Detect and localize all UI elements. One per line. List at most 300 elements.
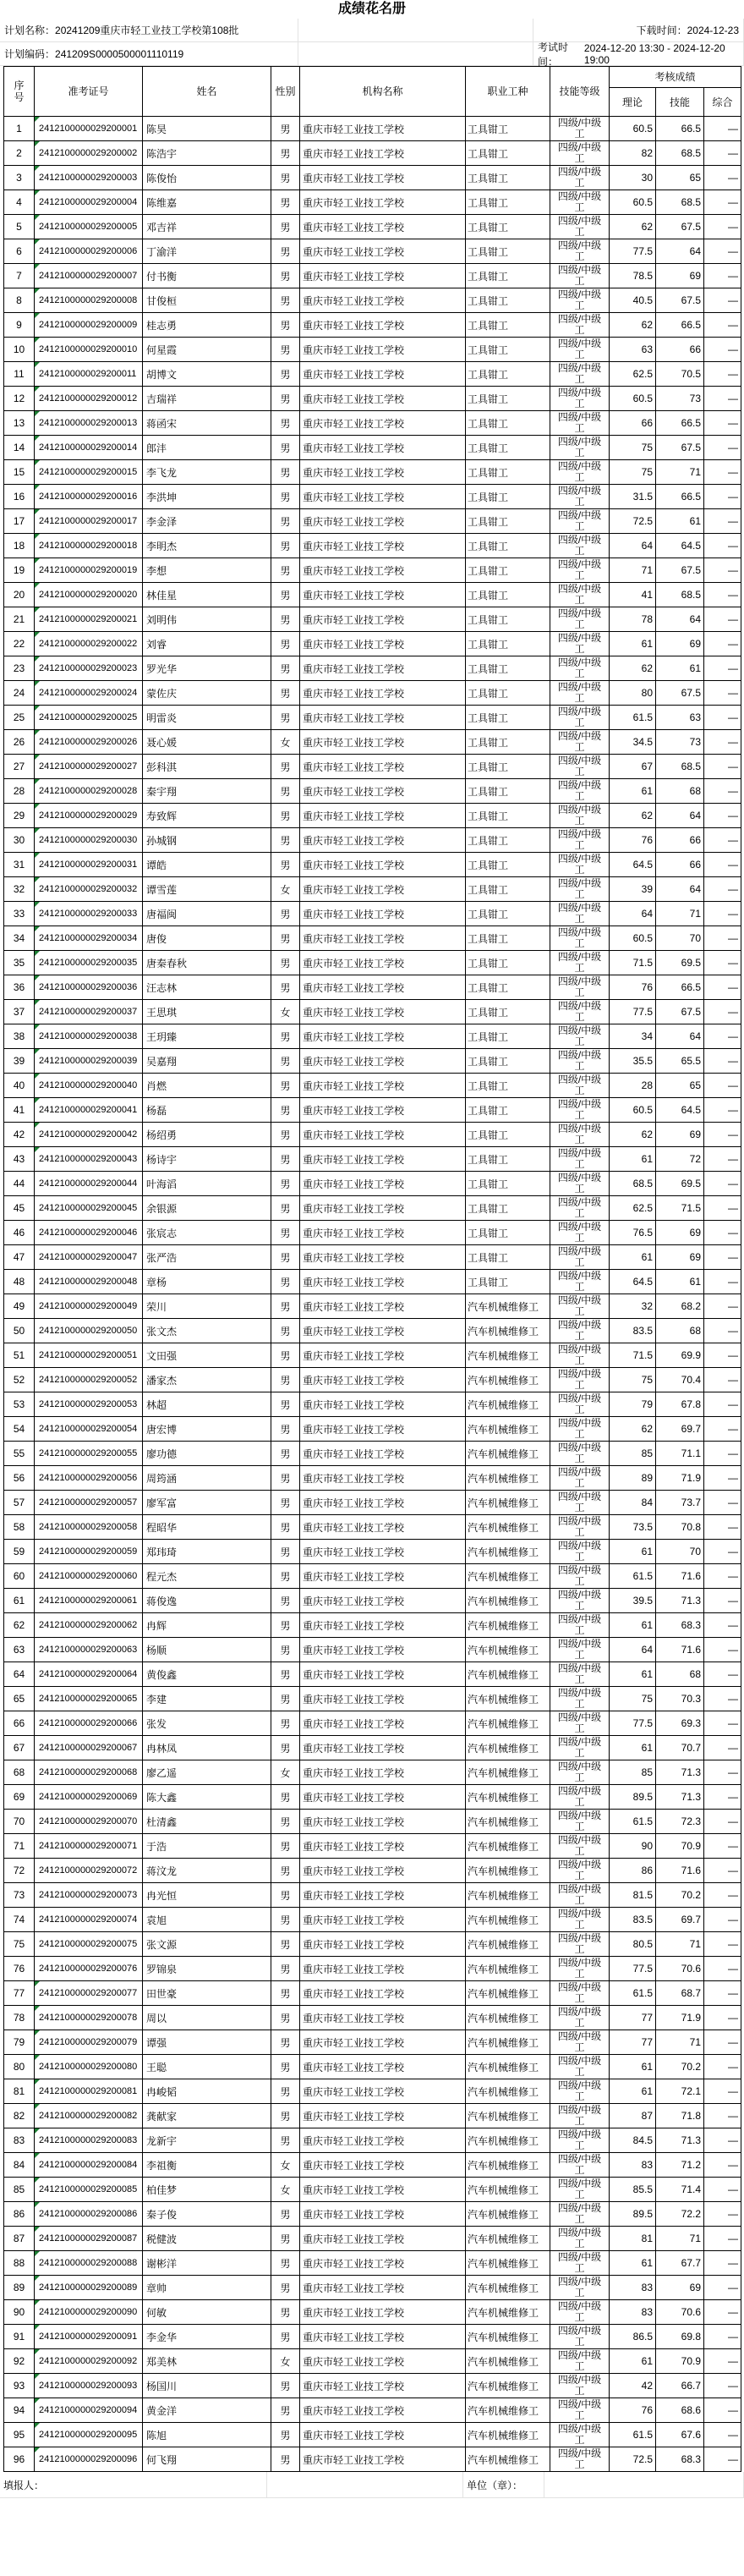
cell-gender: 女 (271, 1760, 300, 1785)
cell-exam-id: 2412100000029200057 (35, 1491, 143, 1515)
cell-skill-score: 68.3 (656, 1613, 704, 1638)
cell-name: 郎沣 (143, 436, 271, 460)
cell-exam-id: 2412100000029200062 (35, 1613, 143, 1638)
cell-name: 唐秦春秋 (143, 951, 271, 975)
cell-composite-score: — (704, 1834, 741, 1859)
cell-skill-score: 65 (656, 166, 704, 190)
cell-composite-score: — (704, 2104, 741, 2128)
cell-org: 重庆市轻工业技工学校 (300, 1442, 466, 1466)
header-exam-id: 准考证号 (35, 67, 143, 117)
table-row (4, 1466, 741, 1491)
cell-occupation: 汽车机械维修工 (466, 1589, 550, 1613)
cell-theory-score: 60.5 (610, 1098, 656, 1123)
table-row (4, 2276, 741, 2300)
cell-index: 78 (4, 2006, 35, 2030)
cell-name: 郑玮琦 (143, 1540, 271, 1564)
cell-composite-score: — (704, 779, 741, 804)
cell-index: 3 (4, 166, 35, 190)
cell-level: 四级/中级工 (550, 853, 610, 877)
cell-theory-score: 62 (610, 804, 656, 828)
cell-composite-score: — (704, 2447, 741, 2472)
cell-gender: 男 (271, 1785, 300, 1810)
table-row (4, 2325, 741, 2349)
cell-exam-id: 2412100000029200045 (35, 1196, 143, 1221)
cell-level: 四级/中级工 (550, 1908, 610, 1932)
cell-index: 73 (4, 1883, 35, 1908)
cell-level: 四级/中级工 (550, 117, 610, 141)
cell-index: 81 (4, 2079, 35, 2104)
cell-occupation: 工具钳工 (466, 1000, 550, 1024)
table-row (4, 2227, 741, 2251)
cell-skill-score: 66 (656, 853, 704, 877)
cell-exam-id: 2412100000029200028 (35, 779, 143, 804)
cell-index: 25 (4, 706, 35, 730)
cell-exam-id: 2412100000029200094 (35, 2398, 143, 2423)
cell-org: 重庆市轻工业技工学校 (300, 1196, 466, 1221)
cell-theory-score: 40.5 (610, 288, 656, 313)
table-row (4, 117, 741, 141)
cell-org: 重庆市轻工业技工学校 (300, 1049, 466, 1074)
cell-gender: 男 (271, 1368, 300, 1392)
cell-composite-score: — (704, 1785, 741, 1810)
cell-level: 四级/中级工 (550, 2349, 610, 2374)
cell-composite-score: — (704, 1466, 741, 1491)
cell-index: 39 (4, 1049, 35, 1074)
cell-level: 四级/中级工 (550, 2079, 610, 2104)
cell-exam-id: 2412100000029200073 (35, 1883, 143, 1908)
table-row (4, 2153, 741, 2178)
cell-occupation: 汽车机械维修工 (466, 1834, 550, 1859)
cell-level: 四级/中级工 (550, 1613, 610, 1638)
cell-level: 四级/中级工 (550, 1319, 610, 1343)
table-row (4, 951, 741, 975)
cell-theory-score: 60.5 (610, 926, 656, 951)
cell-composite-score: — (704, 1098, 741, 1123)
cell-occupation: 工具钳工 (466, 558, 550, 583)
cell-name: 林超 (143, 1392, 271, 1417)
cell-composite-score: — (704, 239, 741, 264)
cell-occupation: 工具钳工 (466, 166, 550, 190)
cell-name: 廖乙遥 (143, 1760, 271, 1785)
cell-occupation: 汽车机械维修工 (466, 2374, 550, 2398)
cell-name: 唐俊 (143, 926, 271, 951)
table-row (4, 1123, 741, 1147)
cell-occupation: 汽车机械维修工 (466, 1540, 550, 1564)
cell-level: 四级/中级工 (550, 2398, 610, 2423)
cell-theory-score: 61 (610, 2055, 656, 2079)
cell-occupation: 汽车机械维修工 (466, 2079, 550, 2104)
table-row (4, 853, 741, 877)
cell-org: 重庆市轻工业技工学校 (300, 1932, 466, 1957)
cell-level: 四级/中级工 (550, 975, 610, 1000)
cell-theory-score: 60.5 (610, 117, 656, 141)
cell-skill-score: 67.5 (656, 288, 704, 313)
cell-org: 重庆市轻工业技工学校 (300, 534, 466, 558)
cell-composite-score: — (704, 2227, 741, 2251)
table-row (4, 2104, 741, 2128)
cell-org: 重庆市轻工业技工学校 (300, 1662, 466, 1687)
cell-level: 四级/中级工 (550, 2374, 610, 2398)
cell-exam-id: 2412100000029200037 (35, 1000, 143, 1024)
cell-theory-score: 84 (610, 1491, 656, 1515)
cell-exam-id: 2412100000029200071 (35, 1834, 143, 1859)
table-row (4, 1270, 741, 1294)
cell-org: 重庆市轻工业技工学校 (300, 1123, 466, 1147)
cell-level: 四级/中级工 (550, 485, 610, 509)
cell-occupation: 汽车机械维修工 (466, 1564, 550, 1589)
cell-skill-score: 71.9 (656, 2006, 704, 2030)
cell-gender: 男 (271, 1515, 300, 1540)
plan-name-label: 计划名称： (4, 25, 56, 36)
cell-index: 66 (4, 1711, 35, 1736)
cell-level: 四级/中级工 (550, 411, 610, 436)
cell-occupation: 汽车机械维修工 (466, 2276, 550, 2300)
table-row (4, 607, 741, 632)
cell-gender: 男 (271, 2300, 300, 2325)
cell-name: 袁旭 (143, 1908, 271, 1932)
cell-level: 四级/中级工 (550, 730, 610, 755)
cell-exam-id: 2412100000029200084 (35, 2153, 143, 2178)
roster-table (3, 66, 741, 2472)
cell-gender: 男 (271, 2079, 300, 2104)
cell-org: 重庆市轻工业技工学校 (300, 460, 466, 485)
cell-name: 李飞龙 (143, 460, 271, 485)
cell-org: 重庆市轻工业技工学校 (300, 1736, 466, 1760)
cell-occupation: 工具钳工 (466, 313, 550, 338)
cell-occupation: 汽车机械维修工 (466, 2227, 550, 2251)
cell-theory-score: 73.5 (610, 1515, 656, 1540)
cell-name: 潘家杰 (143, 1368, 271, 1392)
cell-theory-score: 68.5 (610, 1172, 656, 1196)
cell-skill-score: 66 (656, 338, 704, 362)
cell-gender: 男 (271, 460, 300, 485)
cell-theory-score: 61.5 (610, 706, 656, 730)
roster-body (4, 117, 741, 2472)
cell-theory-score: 61 (610, 632, 656, 656)
cell-occupation: 汽车机械维修工 (466, 1515, 550, 1540)
cell-occupation: 工具钳工 (466, 1245, 550, 1270)
table-row (4, 2079, 741, 2104)
cell-gender: 男 (271, 1589, 300, 1613)
filler-label: 填报人： (3, 2479, 45, 2491)
cell-name: 何星霞 (143, 338, 271, 362)
cell-index: 86 (4, 2202, 35, 2227)
cell-occupation: 工具钳工 (466, 1147, 550, 1172)
cell-org: 重庆市轻工业技工学校 (300, 2227, 466, 2251)
cell-theory-score: 72.5 (610, 2447, 656, 2472)
table-row (4, 190, 741, 215)
table-row (4, 166, 741, 190)
plan-name-value: 20241209重庆市轻工业技工学校第108批 (55, 25, 239, 36)
header-org: 机构名称 (300, 67, 466, 117)
cell-theory-score: 83.5 (610, 1908, 656, 1932)
cell-index: 30 (4, 828, 35, 853)
cell-exam-id: 2412100000029200082 (35, 2104, 143, 2128)
cell-exam-id: 2412100000029200067 (35, 1736, 143, 1760)
cell-occupation: 工具钳工 (466, 755, 550, 779)
cell-exam-id: 2412100000029200096 (35, 2447, 143, 2472)
cell-level: 四级/中级工 (550, 1098, 610, 1123)
cell-name: 杨绍勇 (143, 1123, 271, 1147)
cell-level: 四级/中级工 (550, 166, 610, 190)
cell-index: 46 (4, 1221, 35, 1245)
cell-skill-score: 65.5 (656, 1049, 704, 1074)
cell-gender: 男 (271, 1613, 300, 1638)
cell-org: 重庆市轻工业技工学校 (300, 1785, 466, 1810)
cell-composite-score: — (704, 190, 741, 215)
cell-gender: 男 (271, 1736, 300, 1760)
table-row (4, 1638, 741, 1662)
cell-org: 重庆市轻工业技工学校 (300, 1711, 466, 1736)
cell-exam-id: 2412100000029200061 (35, 1589, 143, 1613)
cell-gender: 男 (271, 1957, 300, 1981)
cell-level: 四级/中级工 (550, 2325, 610, 2349)
cell-gender: 男 (271, 1123, 300, 1147)
cell-org: 重庆市轻工业技工学校 (300, 313, 466, 338)
cell-name: 谭皓 (143, 853, 271, 877)
cell-occupation: 汽车机械维修工 (466, 2251, 550, 2276)
cell-skill-score: 67.7 (656, 2251, 704, 2276)
cell-name: 陈俊怡 (143, 166, 271, 190)
table-row (4, 1417, 741, 1442)
table-row (4, 1564, 741, 1589)
cell-name: 蒙佐庆 (143, 681, 271, 706)
cell-skill-score: 70.6 (656, 2300, 704, 2325)
table-row (4, 1736, 741, 1760)
cell-skill-score: 72.1 (656, 2079, 704, 2104)
cell-gender: 男 (271, 607, 300, 632)
cell-skill-score: 71.6 (656, 1564, 704, 1589)
table-row (4, 1810, 741, 1834)
cell-theory-score: 62.5 (610, 362, 656, 387)
cell-composite-score: — (704, 1442, 741, 1466)
cell-gender: 男 (271, 779, 300, 804)
cell-org: 重庆市轻工业技工学校 (300, 2349, 466, 2374)
header-level: 技能等级 (550, 67, 610, 117)
cell-theory-score: 64 (610, 902, 656, 926)
cell-level: 四级/中级工 (550, 1711, 610, 1736)
cell-exam-id: 2412100000029200068 (35, 1760, 143, 1785)
cell-level: 四级/中级工 (550, 558, 610, 583)
cell-name: 张文杰 (143, 1319, 271, 1343)
cell-name: 罗锦泉 (143, 1957, 271, 1981)
cell-org: 重庆市轻工业技工学校 (300, 2398, 466, 2423)
cell-exam-id: 2412100000029200092 (35, 2349, 143, 2374)
cell-level: 四级/中级工 (550, 190, 610, 215)
table-row (4, 2398, 741, 2423)
cell-skill-score: 71.9 (656, 1466, 704, 1491)
cell-index: 61 (4, 1589, 35, 1613)
cell-skill-score: 69.5 (656, 951, 704, 975)
cell-theory-score: 61.5 (610, 1981, 656, 2006)
download-time-value: 2024-12-23 (687, 24, 739, 36)
cell-composite-score: — (704, 534, 741, 558)
cell-occupation: 工具钳工 (466, 190, 550, 215)
cell-exam-id: 2412100000029200024 (35, 681, 143, 706)
cell-skill-score: 71.3 (656, 1760, 704, 1785)
cell-exam-id: 2412100000029200033 (35, 902, 143, 926)
cell-exam-id: 2412100000029200072 (35, 1859, 143, 1883)
cell-gender: 男 (271, 1711, 300, 1736)
cell-composite-score: — (704, 338, 741, 362)
table-row (4, 1932, 741, 1957)
header-name: 姓名 (143, 67, 271, 117)
cell-theory-score: 89.5 (610, 2202, 656, 2227)
cell-org: 重庆市轻工业技工学校 (300, 2104, 466, 2128)
cell-org: 重庆市轻工业技工学校 (300, 1760, 466, 1785)
cell-index: 71 (4, 1834, 35, 1859)
cell-name: 冉光恒 (143, 1883, 271, 1908)
cell-occupation: 工具钳工 (466, 1074, 550, 1098)
cell-gender: 男 (271, 1417, 300, 1442)
cell-gender: 男 (271, 1196, 300, 1221)
cell-composite-score: — (704, 951, 741, 975)
cell-occupation: 工具钳工 (466, 632, 550, 656)
cell-theory-score: 83 (610, 2300, 656, 2325)
cell-exam-id: 2412100000029200048 (35, 1270, 143, 1294)
cell-skill-score: 68.5 (656, 583, 704, 607)
cell-occupation: 汽车机械维修工 (466, 2447, 550, 2472)
cell-index: 36 (4, 975, 35, 1000)
table-row (4, 804, 741, 828)
cell-exam-id: 2412100000029200023 (35, 656, 143, 681)
cell-composite-score: — (704, 1245, 741, 1270)
cell-composite-score: — (704, 1270, 741, 1294)
cell-org: 重庆市轻工业技工学校 (300, 190, 466, 215)
cell-name: 罗光华 (143, 656, 271, 681)
cell-theory-score: 62.5 (610, 1196, 656, 1221)
cell-org: 重庆市轻工业技工学校 (300, 1515, 466, 1540)
cell-occupation: 工具钳工 (466, 828, 550, 853)
cell-name: 孙城钢 (143, 828, 271, 853)
cell-occupation: 工具钳工 (466, 264, 550, 288)
cell-occupation: 汽车机械维修工 (466, 1932, 550, 1957)
cell-name: 杨顺 (143, 1638, 271, 1662)
cell-composite-score: — (704, 828, 741, 853)
cell-composite-score: — (704, 2251, 741, 2276)
cell-name: 杨国川 (143, 2374, 271, 2398)
plan-name-row (0, 19, 744, 42)
cell-name: 冉峻韬 (143, 2079, 271, 2104)
cell-index: 48 (4, 1270, 35, 1294)
cell-level: 四级/中级工 (550, 1221, 610, 1245)
table-row (4, 779, 741, 804)
spacer-cell (298, 19, 533, 41)
cell-exam-id: 2412100000029200039 (35, 1049, 143, 1074)
cell-level: 四级/中级工 (550, 2423, 610, 2447)
table-row (4, 730, 741, 755)
cell-theory-score: 80.5 (610, 1932, 656, 1957)
cell-skill-score: 69 (656, 264, 704, 288)
cell-skill-score: 64.5 (656, 534, 704, 558)
cell-occupation: 汽车机械维修工 (466, 1491, 550, 1515)
cell-skill-score: 68 (656, 779, 704, 804)
cell-name: 彭科淇 (143, 755, 271, 779)
cell-skill-score: 68.7 (656, 1981, 704, 2006)
cell-level: 四级/中级工 (550, 902, 610, 926)
cell-exam-id: 2412100000029200060 (35, 1564, 143, 1589)
cell-level: 四级/中级工 (550, 509, 610, 534)
cell-level: 四级/中级工 (550, 1417, 610, 1442)
table-row (4, 2030, 741, 2055)
cell-org: 重庆市轻工业技工学校 (300, 2325, 466, 2349)
cell-occupation: 工具钳工 (466, 215, 550, 239)
cell-name: 章杨 (143, 1270, 271, 1294)
cell-composite-score: — (704, 1172, 741, 1196)
cell-occupation: 汽车机械维修工 (466, 2128, 550, 2153)
cell-name: 荣川 (143, 1294, 271, 1319)
cell-theory-score: 42 (610, 2374, 656, 2398)
cell-theory-score: 77.5 (610, 1711, 656, 1736)
table-row (4, 1392, 741, 1417)
table-row (4, 1024, 741, 1049)
cell-exam-id: 2412100000029200056 (35, 1466, 143, 1491)
cell-exam-id: 2412100000029200079 (35, 2030, 143, 2055)
cell-org: 重庆市轻工业技工学校 (300, 264, 466, 288)
cell-level: 四级/中级工 (550, 1294, 610, 1319)
header-composite: 综合 (704, 88, 741, 117)
cell-skill-score: 67.5 (656, 681, 704, 706)
cell-skill-score: 71.3 (656, 1589, 704, 1613)
cell-composite-score: — (704, 1638, 741, 1662)
cell-skill-score: 70.5 (656, 362, 704, 387)
cell-theory-score: 83.5 (610, 1319, 656, 1343)
table-row (4, 2006, 741, 2030)
cell-index: 94 (4, 2398, 35, 2423)
table-row (4, 2251, 741, 2276)
cell-exam-id: 2412100000029200066 (35, 1711, 143, 1736)
cell-composite-score: — (704, 1024, 741, 1049)
cell-level: 四级/中级工 (550, 1760, 610, 1785)
cell-skill-score: 70.7 (656, 1736, 704, 1760)
cell-gender: 女 (271, 1000, 300, 1024)
cell-gender: 男 (271, 1540, 300, 1564)
cell-occupation: 汽车机械维修工 (466, 1711, 550, 1736)
cell-index: 74 (4, 1908, 35, 1932)
cell-name: 甘俊桓 (143, 288, 271, 313)
table-row (4, 1368, 741, 1392)
cell-composite-score: — (704, 2153, 741, 2178)
cell-theory-score: 61.5 (610, 2423, 656, 2447)
cell-level: 四级/中级工 (550, 436, 610, 460)
cell-index: 28 (4, 779, 35, 804)
cell-theory-score: 87 (610, 2104, 656, 2128)
cell-composite-score: — (704, 2398, 741, 2423)
cell-level: 四级/中级工 (550, 338, 610, 362)
cell-index: 32 (4, 877, 35, 902)
cell-composite-score: — (704, 1736, 741, 1760)
cell-composite-score: — (704, 926, 741, 951)
cell-level: 四级/中级工 (550, 1172, 610, 1196)
cell-composite-score: — (704, 877, 741, 902)
cell-occupation: 工具钳工 (466, 926, 550, 951)
cell-gender: 男 (271, 2055, 300, 2079)
plan-code-label: 计划编码： (4, 48, 56, 60)
cell-occupation: 工具钳工 (466, 681, 550, 706)
cell-composite-score: — (704, 558, 741, 583)
cell-composite-score: — (704, 902, 741, 926)
cell-skill-score: 70.9 (656, 1834, 704, 1859)
cell-name: 刘睿 (143, 632, 271, 656)
cell-occupation: 工具钳工 (466, 1123, 550, 1147)
cell-index: 51 (4, 1343, 35, 1368)
cell-occupation: 工具钳工 (466, 411, 550, 436)
cell-name: 唐宏博 (143, 1417, 271, 1442)
cell-index: 40 (4, 1074, 35, 1098)
cell-composite-score: — (704, 730, 741, 755)
cell-level: 四级/中级工 (550, 656, 610, 681)
cell-theory-score: 85.5 (610, 2178, 656, 2202)
